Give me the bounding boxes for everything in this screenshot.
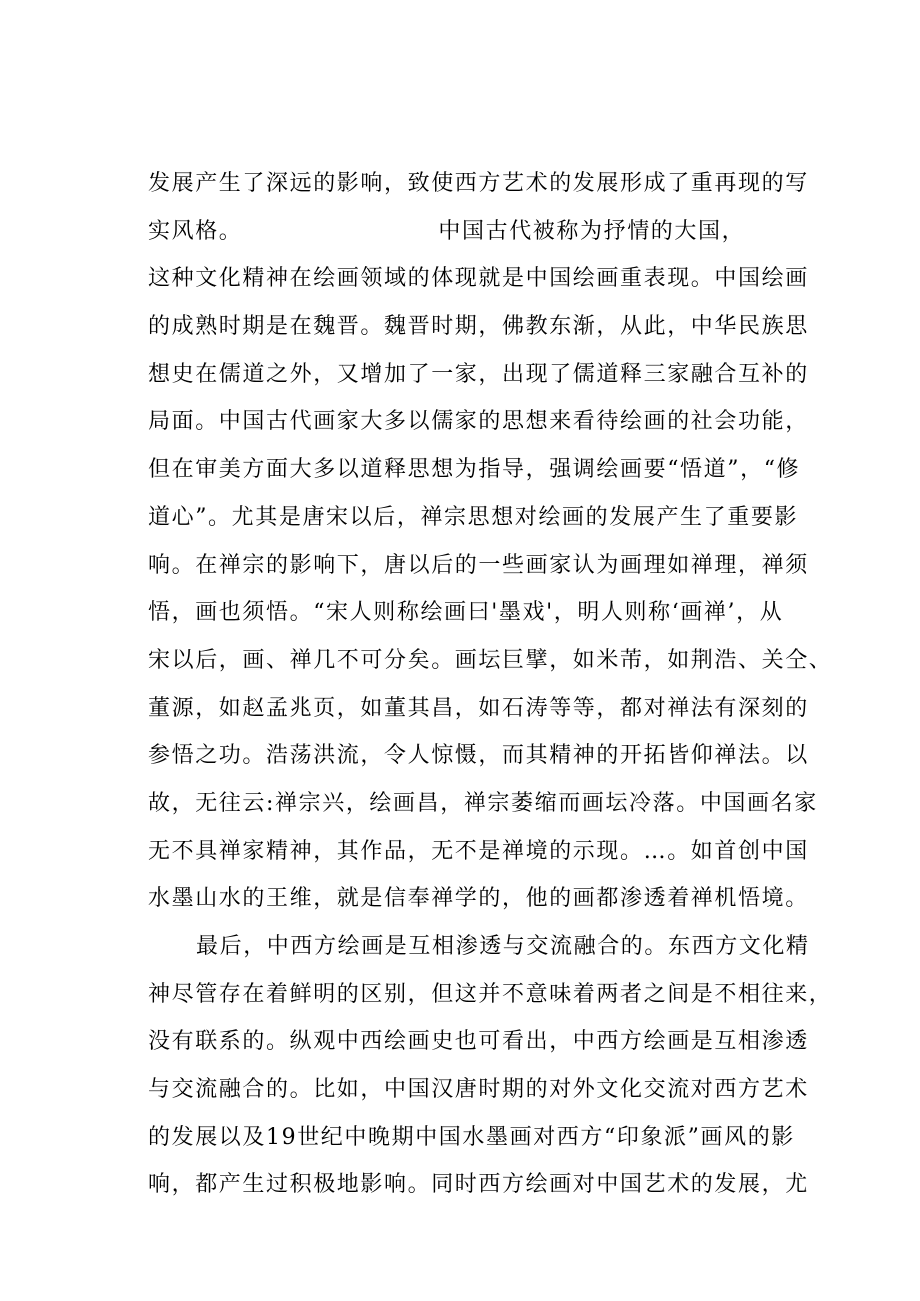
text-line: 董源，如赵孟兆页，如董其昌，如石涛等等，都对禅法有深刻的 bbox=[148, 695, 809, 721]
text-line: 水墨山水的王维，就是信奉禅学的，他的画都渗透着禅机悟境。 bbox=[148, 886, 809, 912]
text-line: 无不具禅家精神，其作品，无不是禅境的示现。…。如首创中国 bbox=[148, 838, 809, 864]
text-line: 发展产生了深远的影响，致使西方艺术的发展形成了重再现的写 bbox=[148, 171, 809, 196]
text-segment: 实风格。 bbox=[148, 218, 243, 244]
text-line: 这种文化精神在绘画领域的体现就是中国绘画重表现。中国绘画 bbox=[148, 266, 809, 292]
text-line: 的成熟时期是在魏晋。魏晋时期，佛教东渐，从此，中华民族思 bbox=[148, 314, 809, 340]
text-line: 悟，画也须悟。“宋人则称绘画曰'墨戏'，明人则称‘画禅’，从 bbox=[148, 600, 784, 626]
text-line: 参悟之功。浩荡洪流，令人惊慑，而其精神的开拓皆仰禅法。以 bbox=[148, 743, 809, 769]
text-line: 但在审美方面大多以道释思想为指导，强调绘画要“悟道”，“修 bbox=[148, 457, 801, 483]
text-line: 神尽管存在着鲜明的区别，但这并不意味着两者之间是不相往来， bbox=[148, 981, 833, 1007]
text-line: 与交流融合的。比如，中国汉唐时期的对外文化交流对西方艺术 bbox=[148, 1077, 809, 1103]
text-line: 响，都产生过积极地影响。同时西方绘画对中国艺术的发展，尤 bbox=[148, 1172, 809, 1198]
text-segment: 中国古代被称为抒情的大国， bbox=[438, 218, 746, 244]
text-line: 道心”。尤其是唐宋以后，禅宗思想对绘画的发展产生了重要影 bbox=[148, 504, 799, 530]
text-line: 响。在禅宗的影响下，唐以后的一些画家认为画理如禅理，禅须 bbox=[148, 552, 809, 578]
text-line: 没有联系的。纵观中西绘画史也可看出，中西方绘画是互相渗透 bbox=[148, 1029, 809, 1055]
text-line: 宋以后，画、禅几不可分矣。画坛巨擘，如米芾，如荆浩、关仝、 bbox=[148, 647, 833, 673]
body-text bbox=[148, 160, 833, 1209]
text-line: 想史在儒道之外，又增加了一家，出现了儒道释三家融合互补的 bbox=[148, 361, 809, 387]
text-line: 故，无往云:禅宗兴，绘画昌，禅宗萎缩而画坛冷落。中国画名家 bbox=[148, 790, 818, 816]
paragraph-1 bbox=[148, 160, 833, 923]
text-line: 局面。中国古代画家大多以儒家的思想来看待绘画的社会功能， bbox=[148, 409, 809, 435]
text-line bbox=[148, 208, 828, 256]
text-line: 最后，中西方绘画是互相渗透与交流融合的。东西方文化精 bbox=[196, 934, 810, 959]
text-line: 的发展以及19世纪中晚期中国水墨画对西方“印象派”画风的影 bbox=[148, 1124, 795, 1150]
paragraph-2 bbox=[148, 923, 833, 1209]
